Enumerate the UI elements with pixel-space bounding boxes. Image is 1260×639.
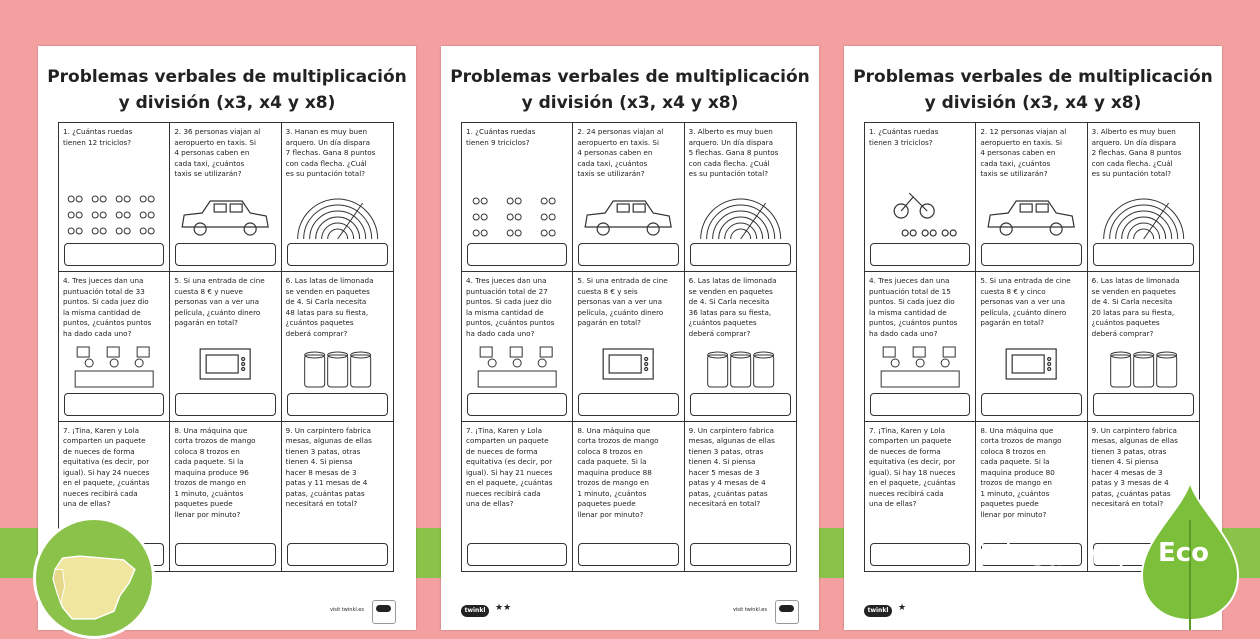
question-text: 3. Alberto es muy buen arquero. Un día dispara 2 flechas. Gana 8 puntos con cada flecha. ¿Cuál es su puntación total? (1091, 127, 1182, 178)
answer-box[interactable] (981, 393, 1081, 416)
worksheet-title (38, 64, 416, 116)
taxi-illustration (976, 189, 1086, 241)
question-cell (573, 422, 684, 571)
question-text: 7. ¡Tina, Karen y Lola comparten un paquete de nueces de forma equitativa (es decir, por igual). Si hay 21 nueces en el paquete, ¿cuántas nueces recibirá cada una de ellas? (466, 425, 553, 509)
quality-badge-icon (372, 600, 396, 624)
question-cell (282, 272, 393, 421)
question-text: 9. Un carpintero fabrica mesas, algunas de ellas tienen 3 patas, otras tienen 4. Si piensa hacer 8 mesas de 3 patas y 11 mesas de 4 patas, ¿cuántas patas necesitará en total? (285, 425, 372, 509)
cans-illustration (282, 339, 393, 391)
question-text: 7. ¡Tina, Karen y Lola comparten un paquete de nueces de forma equitativa (es decir, por igual). Si hay 24 nueces en el paquete, ¿cuántas nueces recibirá cada una de ellas? (63, 425, 150, 509)
title-line-1: Problemas verbales de multiplicación (47, 67, 407, 87)
question-text: 7. ¡Tina, Karen y Lola comparten un paquete de nueces de forma equitativa (es decir, por igual). Si hay 18 nueces en el paquete, ¿cuántas nueces recibirá cada una de ellas? (869, 425, 956, 509)
question-text: 6. Las latas de limonada se venden en paquetes de 4. Si Carla necesita 20 latas para su fiesta, ¿cuántos paquetes deberá comprar? (1091, 276, 1180, 338)
target-illustration (1088, 189, 1199, 241)
ticket-illustration (573, 339, 683, 391)
answer-box[interactable] (690, 393, 791, 416)
question-cell (1088, 272, 1199, 421)
answer-box[interactable] (287, 543, 388, 566)
question-text: 1. ¿Cuántas ruedas tienen 9 triciclos? (466, 127, 536, 147)
question-text: 9. Un carpintero fabrica mesas, algunas de ellas tienen 3 patas, otras tienen 4. Si piensa hacer 5 mesas de 3 patas y 4 mesas de 4 patas, ¿cuántas patas necesitará en total? (688, 425, 775, 509)
judges-illustration (462, 339, 572, 391)
question-cell (685, 272, 796, 421)
title-line-1: Problemas verbales de multiplicación (853, 67, 1213, 87)
question-cell (170, 272, 281, 421)
question-cell (462, 123, 573, 272)
question-text: 3. Hanan es muy buen arquero. Un día dispara 7 flechas. Gana 8 puntos con cada flecha. ¿Cuál es su puntación total? (285, 127, 376, 178)
target-illustration (282, 189, 393, 241)
question-text: 5. Si una entrada de cine cuesta 8 € y cinco personas van a ver una película, ¿cuánto dinero pagarán en total? (980, 276, 1071, 328)
title-line-1: Problemas verbales de multiplicación (450, 67, 810, 87)
difficulty-stars: ★ (898, 603, 907, 613)
spain-map-icon (33, 517, 155, 639)
answer-box[interactable] (175, 393, 275, 416)
question-cell (462, 272, 573, 421)
question-cell (573, 272, 684, 421)
answer-box[interactable] (175, 543, 275, 566)
target-illustration (685, 189, 796, 241)
question-cell (685, 123, 796, 272)
answer-box[interactable] (578, 243, 678, 266)
question-cell (976, 272, 1087, 421)
tricycles-illustration (462, 189, 572, 241)
question-text: 4. Tres jueces dan una puntuación total de 27 puntos. Si cada juez dio la misma cantidad de puntos, ¿cuántos puntos ha dado cada uno? (466, 276, 555, 338)
question-grid (461, 122, 797, 572)
question-text: 2. 24 personas viajan al aeropuerto en taxis. Si 4 personas caben en cada taxi, ¿cuántos taxis se utilizarán? (577, 127, 664, 178)
ticket-illustration (976, 339, 1086, 391)
question-text: 6. Las latas de limonada se venden en paquetes de 4. Si Carla necesita 36 latas para su fiesta, ¿cuántos paquetes deberá comprar? (688, 276, 777, 338)
worksheet-title (844, 64, 1222, 116)
judges-illustration (59, 339, 169, 391)
answer-box[interactable] (467, 243, 567, 266)
cans-illustration (685, 339, 796, 391)
quality-badge-icon (775, 600, 799, 624)
question-cell (976, 123, 1087, 272)
question-cell (59, 272, 170, 421)
title-line-2: y división (x3, x4 y x8) (924, 93, 1142, 113)
question-text: 5. Si una entrada de cine cuesta 8 € y seis personas van a ver una película, ¿cuánto dinero pagarán en total? (577, 276, 668, 328)
answer-box[interactable] (578, 393, 678, 416)
question-grid (58, 122, 394, 572)
ink-saving-label: ink saving (978, 538, 1126, 572)
answer-box[interactable] (1093, 393, 1194, 416)
visit-text: visit twinkl.es (329, 607, 364, 613)
difficulty-stars: ★★ (495, 603, 512, 613)
answer-box[interactable] (1093, 243, 1194, 266)
answer-box[interactable] (287, 243, 388, 266)
question-text: 9. Un carpintero fabrica mesas, algunas de ellas tienen 3 patas, otras tienen 4. Si piensa hacer 4 mesas de 3 patas y 3 mesas de 4 patas, ¿cuántas patas necesitará en total? (1091, 425, 1178, 509)
answer-box[interactable] (578, 543, 678, 566)
cans-illustration (1088, 339, 1199, 391)
title-line-2: y división (x3, x4 y x8) (118, 93, 336, 113)
answer-box[interactable] (287, 393, 388, 416)
ticket-illustration (170, 339, 280, 391)
answer-box[interactable] (64, 393, 164, 416)
answer-box[interactable] (870, 543, 970, 566)
answer-box[interactable] (175, 243, 275, 266)
question-text: 2. 12 personas viajan al aeropuerto en taxis. Si 4 personas caben en cada taxi, ¿cuántos taxis se utilizarán? (980, 127, 1067, 178)
question-text: 8. Una máquina que corta trozos de mango coloca 8 trozos en cada paquete. Si la maquina produce 88 trozos de mango en 1 minuto, ¿cuántos paquetes puede llenar por minuto? (577, 425, 659, 519)
tricycles-illustration (865, 189, 975, 241)
question-cell (170, 422, 281, 571)
taxi-illustration (573, 189, 683, 241)
question-cell (865, 422, 976, 571)
twinkl-logo: twinkl (461, 605, 489, 617)
question-text: 1. ¿Cuántas ruedas tienen 12 triciclos? (63, 127, 133, 147)
worksheet-title (441, 64, 819, 116)
question-text: 8. Una máquina que corta trozos de mango coloca 8 trozos en cada paquete. Si la maquina produce 96 trozos de mango en 1 minuto, ¿cuántos paquetes puede llenar por minuto? (174, 425, 256, 519)
question-cell (865, 123, 976, 272)
answer-box[interactable] (870, 393, 970, 416)
taxi-illustration (170, 189, 280, 241)
answer-box[interactable] (64, 243, 164, 266)
question-text: 2. 36 personas viajan al aeropuerto en taxis. Si 4 personas caben en cada taxi, ¿cuántos taxis se utilizarán? (174, 127, 261, 178)
answer-box[interactable] (690, 543, 791, 566)
visit-text: visit twinkl.es (732, 607, 767, 613)
question-text: 4. Tres jueces dan una puntuación total de 15 puntos. Si cada juez dio la misma cantidad de puntos, ¿cuántos puntos ha dado cada uno? (869, 276, 958, 338)
tricycles-illustration (59, 189, 169, 241)
question-cell (685, 422, 796, 571)
question-cell (170, 123, 281, 272)
answer-box[interactable] (870, 243, 970, 266)
answer-box[interactable] (981, 243, 1081, 266)
question-cell (462, 422, 573, 571)
question-text: 1. ¿Cuántas ruedas tienen 3 triciclos? (869, 127, 939, 147)
question-cell (573, 123, 684, 272)
judges-illustration (865, 339, 975, 391)
answer-box[interactable] (690, 243, 791, 266)
worksheet-2 (441, 46, 819, 630)
question-text: 6. Las latas de limonada se venden en paquetes de 4. Si Carla necesita 48 latas para su fiesta, ¿cuántos paquetes deberá comprar? (285, 276, 374, 338)
question-cell (282, 422, 393, 571)
twinkl-logo: twinkl (864, 605, 892, 617)
question-cell (282, 123, 393, 272)
question-text: 3. Alberto es muy buen arquero. Un día dispara 5 flechas. Gana 8 puntos con cada flecha. ¿Cuál es su puntación total? (688, 127, 779, 178)
question-cell (865, 272, 976, 421)
answer-box[interactable] (467, 393, 567, 416)
question-text: 4. Tres jueces dan una puntuación total de 33 puntos. Si cada juez dio la misma cantidad de puntos, ¿cuántos puntos ha dado cada uno? (63, 276, 152, 338)
question-cell (59, 123, 170, 272)
question-text: 8. Una máquina que corta trozos de mango coloca 8 trozos en cada paquete. Si la maquina produce 80 trozos de mango en 1 minuto, ¿cuántos paquetes puede llenar por minuto? (980, 425, 1062, 519)
worksheet-footer (461, 600, 799, 622)
answer-box[interactable] (467, 543, 567, 566)
question-text: 5. Si una entrada de cine cuesta 8 € y nueve personas van a ver una película, ¿cuánto dinero pagarán en total? (174, 276, 265, 328)
question-cell (1088, 123, 1199, 272)
title-line-2: y división (x3, x4 y x8) (521, 93, 739, 113)
eco-label: Eco (1158, 538, 1210, 568)
